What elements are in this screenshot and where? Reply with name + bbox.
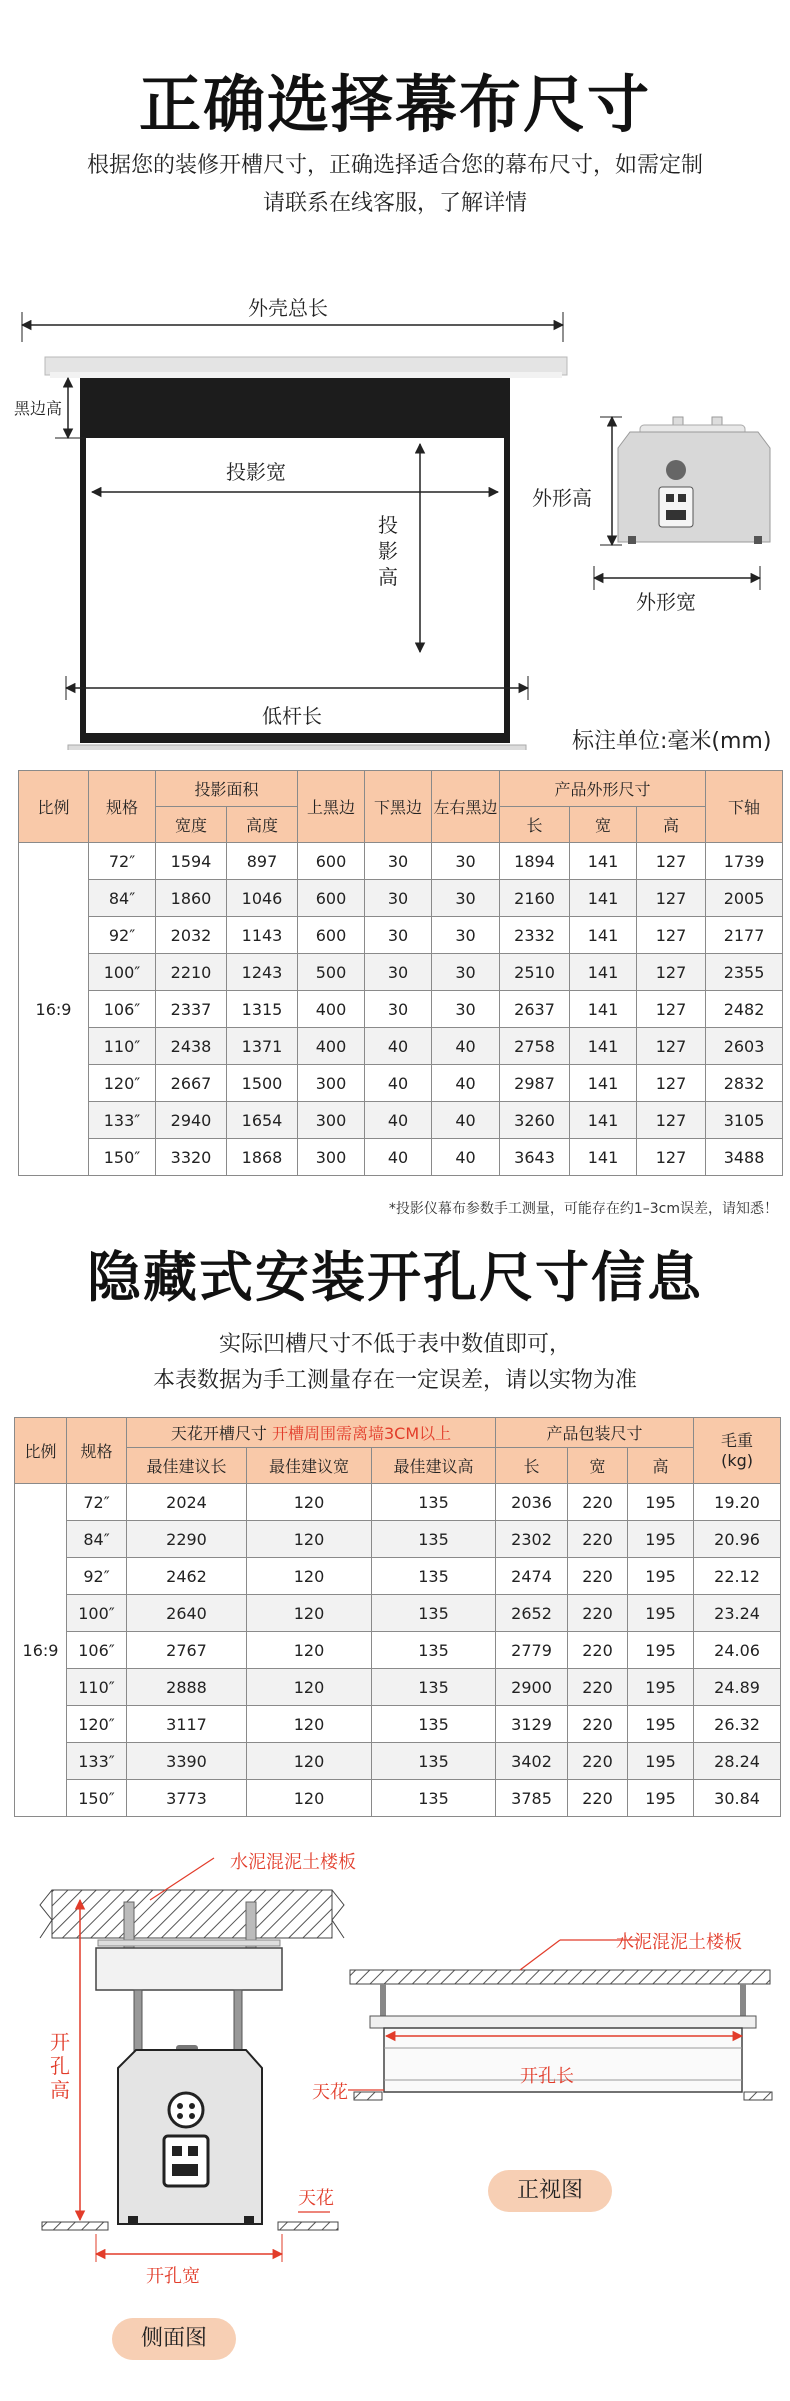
table-cell: 135 bbox=[372, 1780, 496, 1817]
table-cell: 220 bbox=[568, 1595, 628, 1632]
table-cell: 19.20 bbox=[694, 1484, 781, 1521]
table-cell: 92″ bbox=[67, 1558, 127, 1595]
header-product-size: 产品外形尺寸 bbox=[500, 771, 706, 807]
table-cell: 2987 bbox=[500, 1065, 570, 1102]
table-cell: 40 bbox=[365, 1028, 432, 1065]
table-cell: 150″ bbox=[67, 1780, 127, 1817]
table-cell: 3129 bbox=[496, 1706, 568, 1743]
table-cell: 150″ bbox=[89, 1139, 156, 1176]
table-cell: 120 bbox=[247, 1521, 372, 1558]
table-cell: 84″ bbox=[67, 1521, 127, 1558]
header-side-black: 左右黑边 bbox=[432, 771, 500, 843]
table-row bbox=[19, 843, 783, 880]
header-height: 高度 bbox=[227, 807, 298, 843]
table-cell: 2667 bbox=[156, 1065, 227, 1102]
table-cell: 195 bbox=[628, 1484, 694, 1521]
table-row bbox=[15, 1558, 781, 1595]
header-ratio: 比例 bbox=[15, 1418, 67, 1484]
ceiling-slot-label: 天花开槽尺寸 bbox=[170, 1424, 267, 1443]
ceiling-slot-note: 开槽周围需离墙3CM以上 bbox=[271, 1424, 452, 1443]
table-row bbox=[15, 1669, 781, 1706]
table-row bbox=[19, 1065, 783, 1102]
header-shaft: 下轴 bbox=[706, 771, 783, 843]
table-cell: 2652 bbox=[496, 1595, 568, 1632]
table-cell: 110″ bbox=[89, 1028, 156, 1065]
table-cell: 1894 bbox=[500, 843, 570, 880]
table-cell: 92″ bbox=[89, 917, 156, 954]
table-row bbox=[15, 1484, 781, 1521]
table-cell: 135 bbox=[372, 1484, 496, 1521]
table-cell: 1739 bbox=[706, 843, 783, 880]
table-cell: 300 bbox=[298, 1065, 365, 1102]
table-cell: 106″ bbox=[89, 991, 156, 1028]
table-row bbox=[19, 954, 783, 991]
table-cell: 3643 bbox=[500, 1139, 570, 1176]
concrete-slab-label-front: 水泥混泥土楼板 bbox=[616, 1932, 742, 1953]
table-cell: 220 bbox=[568, 1632, 628, 1669]
table-cell: 2332 bbox=[500, 917, 570, 954]
table-cell: 220 bbox=[568, 1558, 628, 1595]
header-h: 高 bbox=[637, 807, 706, 843]
unit-note: 标注单位:毫米(mm) bbox=[572, 729, 772, 754]
table-cell: 195 bbox=[628, 1780, 694, 1817]
table-cell: 2832 bbox=[706, 1065, 783, 1102]
table-cell: 2177 bbox=[706, 917, 783, 954]
table-cell: 1046 bbox=[227, 880, 298, 917]
table-cell: 40 bbox=[365, 1102, 432, 1139]
header-best-length: 最佳建议长 bbox=[127, 1448, 247, 1484]
table-cell: 2032 bbox=[156, 917, 227, 954]
table-cell: 127 bbox=[637, 954, 706, 991]
table-cell: 1143 bbox=[227, 917, 298, 954]
hole-length-label: 开孔长 bbox=[520, 2066, 574, 2087]
table-cell: 220 bbox=[568, 1521, 628, 1558]
ceiling-label-side: 天花 bbox=[298, 2188, 334, 2209]
shape-height-label: 外形高 bbox=[532, 486, 592, 510]
table-cell: 120 bbox=[247, 1595, 372, 1632]
table-cell: 220 bbox=[568, 1484, 628, 1521]
table-cell: 84″ bbox=[89, 880, 156, 917]
table-cell: 1868 bbox=[227, 1139, 298, 1176]
table-cell: 2482 bbox=[706, 991, 783, 1028]
table-cell: 2640 bbox=[127, 1595, 247, 1632]
table-cell: 1594 bbox=[156, 843, 227, 880]
table-cell: 141 bbox=[570, 1102, 637, 1139]
section2-title: 隐藏式安装开孔尺寸信息 bbox=[87, 1246, 703, 1309]
table-cell: 220 bbox=[568, 1743, 628, 1780]
header-spec: 规格 bbox=[67, 1418, 127, 1484]
installation-diagram bbox=[0, 1830, 790, 2350]
projection-height-label: 投 影 高 bbox=[378, 513, 398, 589]
table-cell: 2160 bbox=[500, 880, 570, 917]
table-cell: 135 bbox=[372, 1743, 496, 1780]
table-cell: 2767 bbox=[127, 1632, 247, 1669]
table-cell: 1371 bbox=[227, 1028, 298, 1065]
table-cell: 30 bbox=[432, 991, 500, 1028]
table-cell: 2510 bbox=[500, 954, 570, 991]
table-cell: 141 bbox=[570, 1028, 637, 1065]
table-row bbox=[19, 917, 783, 954]
table-cell: 141 bbox=[570, 843, 637, 880]
table-cell: 1315 bbox=[227, 991, 298, 1028]
table-cell: 2005 bbox=[706, 880, 783, 917]
header-width: 宽度 bbox=[156, 807, 227, 843]
table-cell: 135 bbox=[372, 1706, 496, 1743]
table-cell: 127 bbox=[637, 880, 706, 917]
section2-subtitle-line1: 实际凹槽尺寸不低于表中数值即可， bbox=[218, 1332, 571, 1357]
table-cell: 2888 bbox=[127, 1669, 247, 1706]
table-cell: 40 bbox=[432, 1028, 500, 1065]
table-cell: 40 bbox=[432, 1065, 500, 1102]
table-cell: 127 bbox=[637, 1102, 706, 1139]
header-package-size: 产品包装尺寸 bbox=[496, 1418, 694, 1448]
table-cell: 2637 bbox=[500, 991, 570, 1028]
table-cell: 3260 bbox=[500, 1102, 570, 1139]
table-cell: 2355 bbox=[706, 954, 783, 991]
table-cell: 220 bbox=[568, 1780, 628, 1817]
header-w: 宽 bbox=[570, 807, 637, 843]
table-cell: 2210 bbox=[156, 954, 227, 991]
header-spec: 规格 bbox=[89, 771, 156, 843]
table-cell: 3117 bbox=[127, 1706, 247, 1743]
header-best-width: 最佳建议宽 bbox=[247, 1448, 372, 1484]
table-cell: 72″ bbox=[89, 843, 156, 880]
table-cell: 600 bbox=[298, 880, 365, 917]
table-cell: 300 bbox=[298, 1139, 365, 1176]
header-weight: 毛重 (kg) bbox=[694, 1418, 781, 1484]
table-cell: 30 bbox=[432, 917, 500, 954]
table-cell: 135 bbox=[372, 1632, 496, 1669]
table-cell: 20.96 bbox=[694, 1521, 781, 1558]
table-cell: 3773 bbox=[127, 1780, 247, 1817]
installation-table bbox=[14, 1417, 781, 1817]
table-cell: 30 bbox=[432, 843, 500, 880]
table-cell: 127 bbox=[637, 917, 706, 954]
table-cell: 100″ bbox=[89, 954, 156, 991]
table-cell: 2462 bbox=[127, 1558, 247, 1595]
table-cell: 1243 bbox=[227, 954, 298, 991]
table-cell: 72″ bbox=[67, 1484, 127, 1521]
table-cell: 40 bbox=[365, 1139, 432, 1176]
table-cell: 2337 bbox=[156, 991, 227, 1028]
hole-height-label: 开 孔 高 bbox=[50, 2030, 70, 2102]
header-w: 宽 bbox=[568, 1448, 628, 1484]
table-cell: 127 bbox=[637, 1139, 706, 1176]
subtitle-line1: 根据您的装修开槽尺寸，正确选择适合您的幕布尺寸，如需定制 bbox=[86, 153, 703, 178]
table-cell: 22.12 bbox=[694, 1558, 781, 1595]
spec-table bbox=[18, 770, 783, 1176]
table-cell: 2438 bbox=[156, 1028, 227, 1065]
table1-footnote: *投影仪幕布参数手工测量，可能存在约1–3cm误差，请知悉！ bbox=[388, 1201, 778, 1217]
table-cell: 195 bbox=[628, 1521, 694, 1558]
table-cell: 1500 bbox=[227, 1065, 298, 1102]
header-ceiling-slot bbox=[127, 1418, 496, 1448]
table-cell: 3488 bbox=[706, 1139, 783, 1176]
table-cell: 40 bbox=[432, 1102, 500, 1139]
page-title: 正确选择幕布尺寸 bbox=[138, 68, 651, 141]
table-cell: 120 bbox=[247, 1484, 372, 1521]
table-cell: 2940 bbox=[156, 1102, 227, 1139]
ratio-cell: 16:9 bbox=[19, 843, 89, 1176]
table-cell: 120 bbox=[247, 1558, 372, 1595]
table-cell: 400 bbox=[298, 1028, 365, 1065]
table-cell: 2603 bbox=[706, 1028, 783, 1065]
front-view-label: 正视图 bbox=[488, 2170, 612, 2212]
table-cell: 3105 bbox=[706, 1102, 783, 1139]
table-cell: 30 bbox=[365, 917, 432, 954]
table-cell: 1654 bbox=[227, 1102, 298, 1139]
header-proj-area: 投影面积 bbox=[156, 771, 298, 807]
table-cell: 600 bbox=[298, 843, 365, 880]
table-cell: 1860 bbox=[156, 880, 227, 917]
ceiling-label-front: 天花 bbox=[312, 2082, 348, 2103]
table-cell: 135 bbox=[372, 1558, 496, 1595]
end-cap-illustration bbox=[618, 417, 770, 544]
side-view-label: 侧面图 bbox=[112, 2318, 236, 2360]
table-cell: 3390 bbox=[127, 1743, 247, 1780]
table-cell: 127 bbox=[637, 991, 706, 1028]
table-row bbox=[15, 1521, 781, 1558]
shape-width-label: 外形宽 bbox=[636, 590, 696, 614]
table-row bbox=[19, 991, 783, 1028]
table-row bbox=[15, 1706, 781, 1743]
section2-subtitle-line2: 本表数据为手工测量存在一定误差，请以实物为准 bbox=[152, 1368, 637, 1393]
table-cell: 30 bbox=[432, 880, 500, 917]
table-cell: 141 bbox=[570, 880, 637, 917]
table-cell: 2758 bbox=[500, 1028, 570, 1065]
table-cell: 30 bbox=[365, 843, 432, 880]
table-cell: 120 bbox=[247, 1780, 372, 1817]
table-cell: 300 bbox=[298, 1102, 365, 1139]
table-cell: 40 bbox=[365, 1065, 432, 1102]
table-cell: 120″ bbox=[67, 1706, 127, 1743]
table-cell: 3785 bbox=[496, 1780, 568, 1817]
table-cell: 141 bbox=[570, 991, 637, 1028]
header-best-height: 最佳建议高 bbox=[372, 1448, 496, 1484]
outer-length-label: 外壳总长 bbox=[248, 296, 328, 320]
table-row bbox=[19, 1028, 783, 1065]
table-cell: 2024 bbox=[127, 1484, 247, 1521]
table-cell: 141 bbox=[570, 917, 637, 954]
table-cell: 897 bbox=[227, 843, 298, 880]
table-cell: 600 bbox=[298, 917, 365, 954]
table-row bbox=[19, 880, 783, 917]
table-cell: 30 bbox=[365, 991, 432, 1028]
header-top-black: 上黑边 bbox=[298, 771, 365, 843]
bottom-bar-length-label: 低杆长 bbox=[262, 704, 322, 728]
black-edge-height-label: 黑边高 bbox=[14, 399, 63, 418]
table-cell: 220 bbox=[568, 1706, 628, 1743]
table-cell: 40 bbox=[432, 1139, 500, 1176]
table-cell: 220 bbox=[568, 1669, 628, 1706]
table-cell: 106″ bbox=[67, 1632, 127, 1669]
table-row bbox=[15, 1632, 781, 1669]
table-cell: 30.84 bbox=[694, 1780, 781, 1817]
table-cell: 2474 bbox=[496, 1558, 568, 1595]
table-cell: 195 bbox=[628, 1743, 694, 1780]
concrete-slab-label: 水泥混泥土楼板 bbox=[230, 1852, 356, 1873]
table-cell: 141 bbox=[570, 1139, 637, 1176]
subtitle-line2: 请联系在线客服，了解详情 bbox=[262, 191, 527, 216]
hole-width-label: 开孔宽 bbox=[146, 2266, 200, 2287]
table-cell: 141 bbox=[570, 954, 637, 991]
table-cell: 24.89 bbox=[694, 1669, 781, 1706]
table-cell: 135 bbox=[372, 1521, 496, 1558]
table-cell: 133″ bbox=[89, 1102, 156, 1139]
table-cell: 120 bbox=[247, 1669, 372, 1706]
table-cell: 141 bbox=[570, 1065, 637, 1102]
header-h: 高 bbox=[628, 1448, 694, 1484]
table-cell: 2779 bbox=[496, 1632, 568, 1669]
ratio-cell: 16:9 bbox=[15, 1484, 67, 1817]
table-cell: 26.32 bbox=[694, 1706, 781, 1743]
table-cell: 127 bbox=[637, 1065, 706, 1102]
table-cell: 133″ bbox=[67, 1743, 127, 1780]
table-row bbox=[15, 1595, 781, 1632]
table-cell: 120 bbox=[247, 1632, 372, 1669]
table-cell: 100″ bbox=[67, 1595, 127, 1632]
table-cell: 127 bbox=[637, 1028, 706, 1065]
table-cell: 135 bbox=[372, 1595, 496, 1632]
table-cell: 127 bbox=[637, 843, 706, 880]
table-row bbox=[15, 1743, 781, 1780]
header-length: 长 bbox=[500, 807, 570, 843]
table-cell: 120″ bbox=[89, 1065, 156, 1102]
table-cell: 110″ bbox=[67, 1669, 127, 1706]
table-cell: 30 bbox=[365, 954, 432, 991]
table-cell: 23.24 bbox=[694, 1595, 781, 1632]
table-cell: 195 bbox=[628, 1558, 694, 1595]
table-cell: 120 bbox=[247, 1706, 372, 1743]
projection-width-label: 投影宽 bbox=[226, 460, 286, 484]
table-cell: 24.06 bbox=[694, 1632, 781, 1669]
table-cell: 2900 bbox=[496, 1669, 568, 1706]
table-row bbox=[19, 1139, 783, 1176]
table-cell: 2290 bbox=[127, 1521, 247, 1558]
header-ratio: 比例 bbox=[19, 771, 89, 843]
table-cell: 400 bbox=[298, 991, 365, 1028]
table-cell: 500 bbox=[298, 954, 365, 991]
table-cell: 30 bbox=[365, 880, 432, 917]
table-cell: 135 bbox=[372, 1669, 496, 1706]
table-cell: 195 bbox=[628, 1595, 694, 1632]
table-cell: 120 bbox=[247, 1743, 372, 1780]
table-cell: 2036 bbox=[496, 1484, 568, 1521]
table-row bbox=[15, 1780, 781, 1817]
table-cell: 28.24 bbox=[694, 1743, 781, 1780]
table-cell: 30 bbox=[432, 954, 500, 991]
table-cell: 195 bbox=[628, 1669, 694, 1706]
table-cell: 3320 bbox=[156, 1139, 227, 1176]
header-bottom-black: 下黑边 bbox=[365, 771, 432, 843]
header-length: 长 bbox=[496, 1448, 568, 1484]
table-cell: 195 bbox=[628, 1706, 694, 1743]
table-cell: 3402 bbox=[496, 1743, 568, 1780]
table-row bbox=[19, 1102, 783, 1139]
table-cell: 195 bbox=[628, 1632, 694, 1669]
table-cell: 2302 bbox=[496, 1521, 568, 1558]
